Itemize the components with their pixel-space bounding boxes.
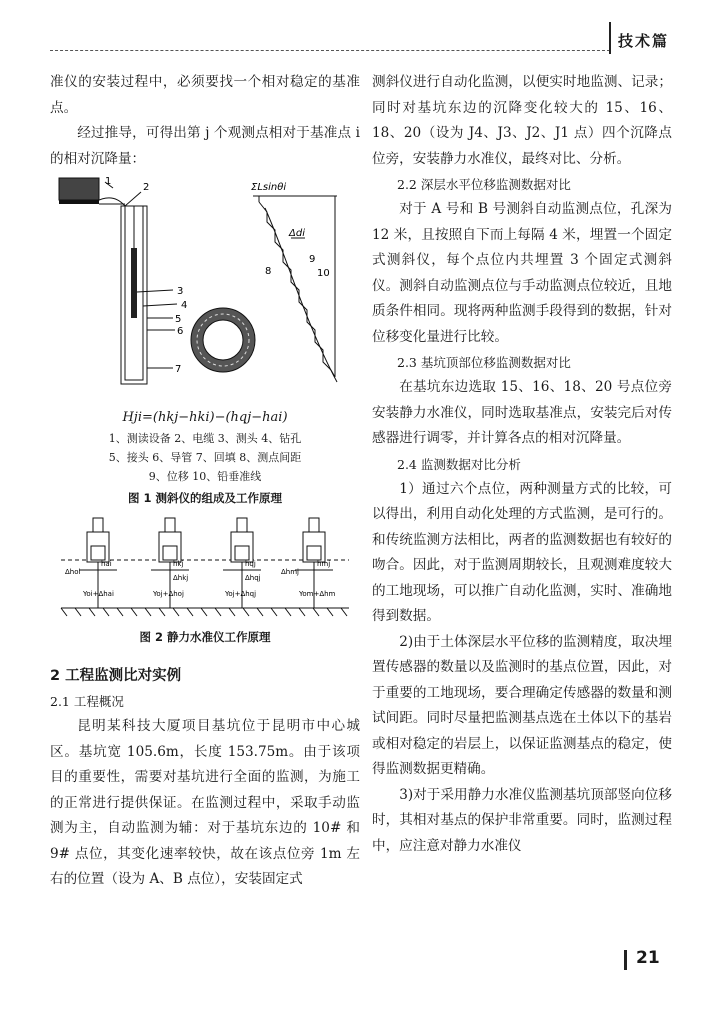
- elevation-label: Yoi+Δhai: [83, 590, 114, 598]
- label-7: 7: [175, 364, 182, 375]
- delta-label: Δhmj: [281, 568, 299, 576]
- paragraph: 对于 A 号和 B 号测斜自动监测点位，孔深为 12 米，且按照自下而上每隔 4 米，埋置一个固定式测斜仪，每个点位内共埋置 3 个固定式测斜仪。测斜自动监测点位与手动监测点位较近，且地质条件相同。现将两种监测手段得到的数据，针对位移变化量进行比较。: [372, 201, 672, 345]
- elevation-label: Yoj+Δhqj: [225, 590, 257, 598]
- header-bar: [609, 22, 611, 54]
- left-column: [50, 70, 360, 893]
- paragraph: 经过推导，可得出第 j 个观测点相对于基准点 i 的相对沉降量：: [50, 125, 360, 167]
- delta-label: Δhkj: [173, 574, 189, 582]
- reading-device: [59, 178, 99, 200]
- paragraph: 1）通过六个点位，两种测量方式的比较，可以得出，利用自动化处理的方式监测，是可行的。和传统监测方法相比，两者的监测数据也有较好的吻合。因此，对于监测周期较长，且观测难度较大的工地现场，可以推广自动化监测，实时、准确地得到数据。: [372, 480, 672, 624]
- figure-2-hydrostatic-level: [55, 510, 355, 625]
- figure-1-inclinometer: [55, 172, 355, 407]
- label-5: 5: [175, 314, 182, 325]
- paragraph: 准仪的安装过程中，必须要找一个相对稳定的基准点。: [50, 74, 360, 116]
- sum-label: ΣLsinθi: [251, 182, 287, 193]
- page-number-bar: [624, 950, 627, 970]
- label-10: 10: [317, 268, 330, 279]
- page-number: 21: [636, 948, 660, 968]
- subsection-heading: 2.3 基坑顶部位移监测数据对比: [397, 355, 571, 370]
- subsection-heading: 2.4 监测数据对比分析: [397, 456, 521, 472]
- paragraph: 2)由于土体深层水平位移的监测精度，取决埋置传感器的数量以及监测时的基点位置，因此，对于重要的工地现场，要合理确定传感器的数量和测试间距。同时尽量把监测基点选在土体以下的基岩或相对稳定的岩层上，以保证监测基点的稳定，使得监测数据更精确。: [372, 633, 672, 777]
- label-8: 8: [265, 266, 272, 277]
- header-rule: [50, 50, 610, 51]
- formula: Hji=(hkj−hki)−(hqj−hai): [122, 410, 288, 425]
- label-4: 4: [181, 300, 188, 311]
- height-label: hmj: [317, 560, 331, 568]
- level-unit-4: [281, 518, 336, 608]
- level-unit-1: [65, 518, 117, 608]
- label-1: 1: [105, 176, 112, 187]
- label-2: 2: [143, 182, 150, 193]
- section-title: 技术篇: [618, 32, 670, 50]
- height-label: hai: [101, 560, 112, 568]
- legend-line: 5、接头 6、导管 7、回填 8、测点间距: [108, 451, 302, 464]
- delta-label: Δhoi: [65, 568, 81, 576]
- level-unit-3: [223, 518, 261, 608]
- label-3: 3: [177, 286, 184, 297]
- height-label: hqj: [245, 560, 256, 568]
- label-9: 9: [309, 254, 316, 265]
- label-6: 6: [177, 326, 184, 337]
- legend-line: 1、测读设备 2、电缆 3、测头 4、钻孔: [108, 432, 302, 445]
- figure-2-caption: 图 2 静力水准仪工作原理: [139, 630, 271, 644]
- legend-line: 9、位移 10、铅垂准线: [148, 470, 262, 483]
- elevation-label: Yom+Δhm: [299, 590, 336, 598]
- level-unit-2: [151, 518, 189, 608]
- paragraph: 测斜仪进行自动化监测，以便实时地监测、记录；同时对基坑东边的沉降变化较大的 15、16、18、20（设为 J4、J3、J2、J1 点）四个沉降点位旁，安装静力水准仪，最终对比、分析。: [372, 74, 672, 167]
- height-label: hkj: [173, 560, 184, 568]
- paragraph: 在基坑东边选取 15、16、18、20 号点位旁安装静力水准仪，同时选取基准点，安装完后对传感器进行调零，并计算各点的相对沉降量。: [372, 379, 672, 446]
- subsection-heading: 2.2 深层水平位移监测数据对比: [397, 177, 571, 192]
- delta-label: Δhqj: [245, 574, 261, 582]
- paragraph: 3)对于采用静力水准仪监测基坑顶部竖向位移时，其相对基点的保护非常重要。同时，监测过程中，应注意对静力水准仪: [372, 786, 672, 854]
- delta-label: Δdi: [289, 228, 305, 239]
- subsection-heading: 2.1 工程概况: [50, 694, 124, 709]
- elevation-label: Yoj+Δhoj: [153, 590, 184, 598]
- right-column: [372, 70, 672, 859]
- figure-1-caption: 图 1 测斜仪的组成及工作原理: [127, 491, 282, 505]
- section-heading: 2 工程监测比对实例: [50, 668, 182, 684]
- paragraph: 昆明某科技大厦项目基坑位于昆明市中心城区。基坑宽 105.6m，长度 153.75m。由于该项目的重要性，需要对基坑进行全面的监测，为施工的正常进行提供保证。在监测过程中，采取手动监测为主，自动监测为辅：对于基坑东边的 10# 和 9# 点位，其变化速率较快，故在该点位旁 1m 左右的位置（设为 A、B 点位），安装固定式: [50, 718, 360, 887]
- probe: [131, 248, 137, 318]
